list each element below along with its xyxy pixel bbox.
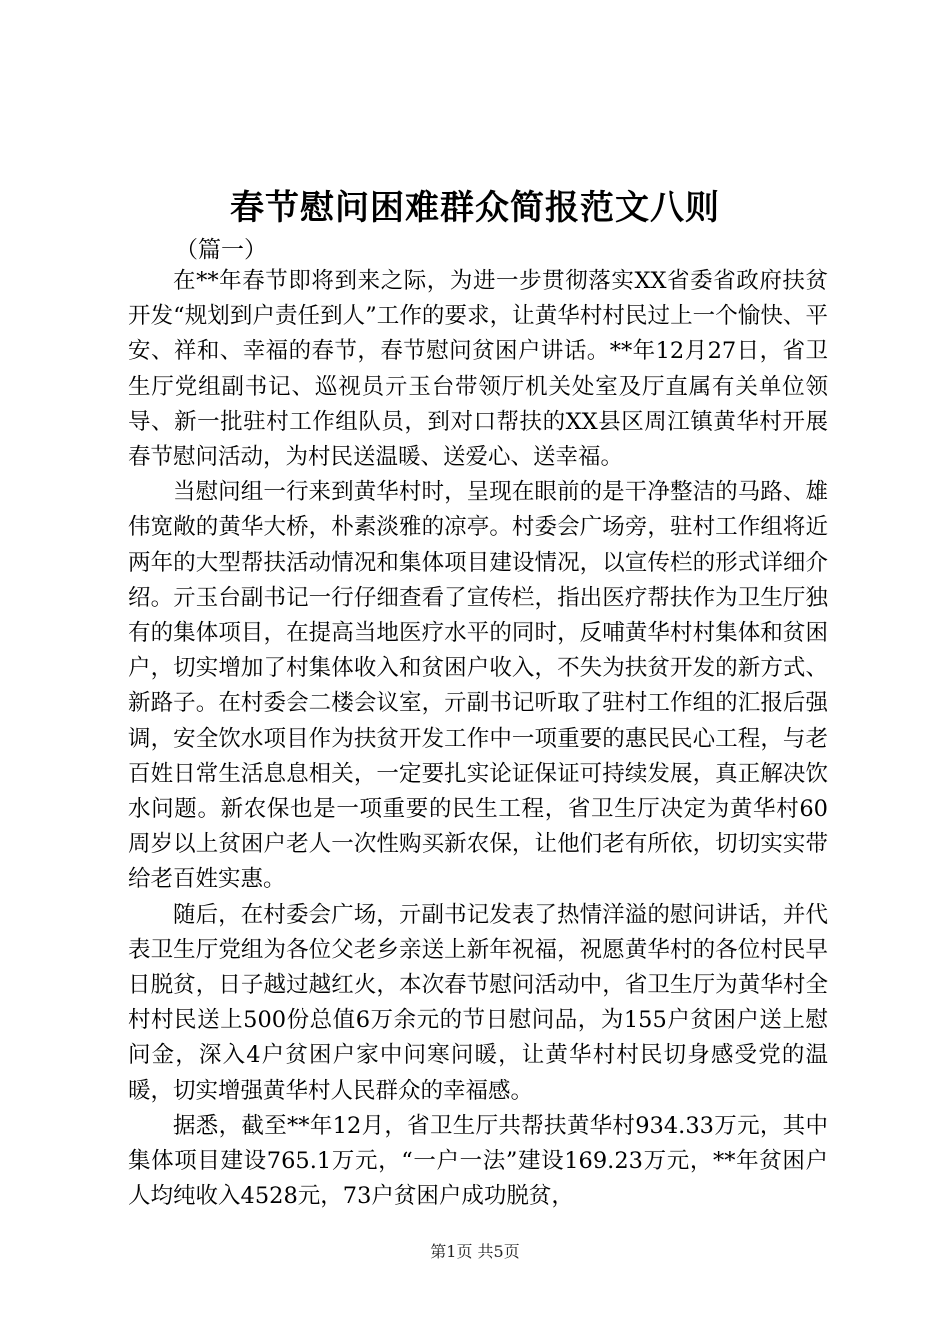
- paragraph-4: 据悉，截至**年12月，省卫生厅共帮扶黄华村934.33万元，其中集体项目建设765.1万元，“一户一法”建设169.23万元，**年贫困户人均纯收入4528元，73户贫困户成功脱贫，: [128, 1112, 828, 1210]
- document-title: 春节慰问困难群众简报范文八则: [230, 188, 720, 228]
- document-body: [128, 264, 828, 1214]
- paragraph-1: 在**年春节即将到来之际，为进一步贯彻落实XX省委省政府扶贫开发“规划到户责任到人”工作的要求，让黄华村村民过上一个愉快、平安、祥和、幸福的春节，春节慰问贫困户讲话。**年12月27日，省卫生厅党组副书记、巡视员亓玉台带领厅机关处室及厅直属有关单位领导、新一批驻村工作组队员，到对口帮扶的XX县区周江镇黄华村开展春节慰问活动，为村民送温暖、送爱心、送幸福。: [128, 268, 828, 471]
- section-label: （篇一）: [175, 237, 267, 263]
- paragraph-2: 当慰问组一行来到黄华村时，呈现在眼前的是干净整洁的马路、雄伟宽敞的黄华大桥，朴素淡雅的凉亭。村委会广场旁，驻村工作组将近两年的大型帮扶活动情况和集体项目建设情况，以宣传栏的形式详细介绍。亓玉台副书记一行仔细查看了宣传栏，指出医疗帮扶作为卫生厅独有的集体项目，在提高当地医疗水平的同时，反哺黄华村村集体和贫困户，切实增加了村集体收入和贫困户收入，不失为扶贫开发的新方式、新路子。在村委会二楼会议室，亓副书记听取了驻村工作组的汇报后强调，安全饮水项目作为扶贫开发工作中一项重要的惠民民心工程，与老百姓日常生活息息相关，一定要扎实论证保证可持续发展，真正解决饮水问题。新农保也是一项重要的民生工程，省卫生厅决定为黄华村60周岁以上贫困户老人一次性购买新农保，让他们老有所依，切切实实带给老百姓实惠。: [128, 479, 828, 893]
- paragraph-3: 随后，在村委会广场，亓副书记发表了热情洋溢的慰问讲话，并代表卫生厅党组为各位父老乡亲送上新年祝福，祝愿黄华村的各位村民早日脱贫，日子越过越红火，本次春节慰问活动中，省卫生厅为黄华村全村村民送上500份总值6万余元的节日慰问品，为155户贫困户送上慰问金，深入4户贫困户家中问寒问暖，让黄华村村民切身感受党的温暖，切实增强黄华村人民群众的幸福感。: [128, 901, 828, 1104]
- page-footer: 第1页 共5页: [430, 1242, 520, 1261]
